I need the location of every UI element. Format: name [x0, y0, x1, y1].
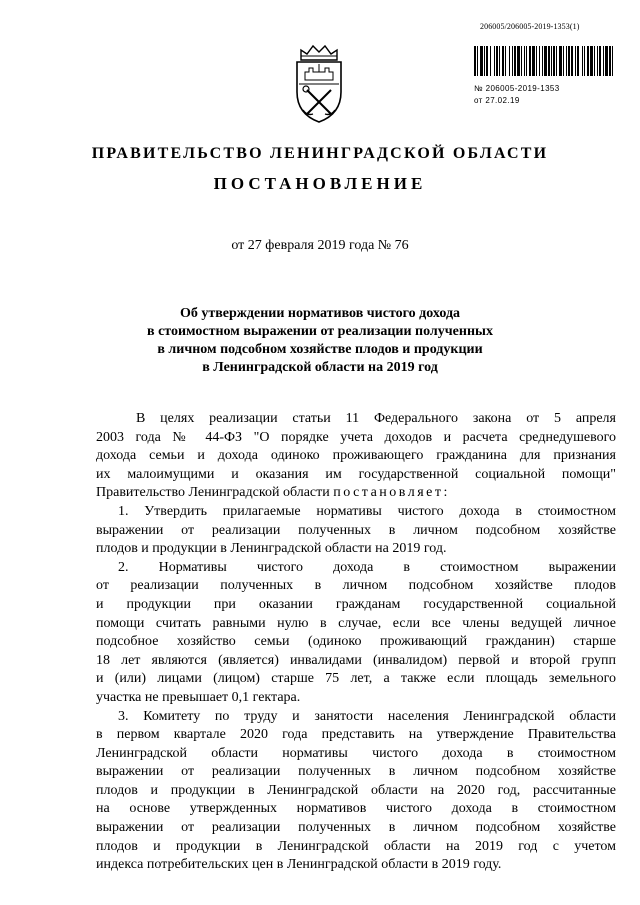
barcode-bar: [542, 46, 543, 76]
barcode-bar: [486, 46, 488, 76]
barcode-bar: [477, 46, 478, 76]
barcode-bar: [544, 46, 547, 76]
body-line: плодов и продукции в Ленинградской области на 2019 год с учетом: [96, 838, 616, 854]
registration-date: от 27.02.19: [474, 96, 520, 105]
barcode-bar: [582, 46, 583, 76]
barcode-bar: [536, 46, 537, 76]
body-line: индекса потребительских цен в Ленинградской области в 2019 году.: [96, 857, 502, 873]
document-body: [96, 410, 616, 875]
barcode-bar: [575, 46, 576, 76]
barcode-bar: [605, 46, 608, 76]
body-line: плодов и продукции в Ленинградской области на 2020 год, рассчитанные: [96, 782, 616, 798]
body-line: 3. Комитету по труду и занятости населения Ленинградской области: [118, 708, 616, 724]
barcode-bar: [612, 46, 613, 76]
body-line: их малоимущими и оказания им государственной социальной помощи": [96, 466, 616, 482]
body-line: подсобное хозяйство семьи (одиноко проживающий гражданин) старше: [96, 634, 616, 650]
document-code: 206005/206005-2019-1353(1): [480, 22, 580, 31]
body-line: плодов и продукции в Ленинградской области на 2019 год.: [96, 541, 447, 557]
barcode-bar: [548, 46, 550, 76]
barcode-bar: [514, 46, 516, 76]
registration-block: [474, 46, 614, 105]
barcode-bar: [597, 46, 598, 76]
body-line: выражении от реализации полученных в личном подсобном хозяйстве: [96, 764, 616, 780]
barcode-bar: [509, 46, 510, 76]
body-line: 18 лет являются (является) инвалидами (инвалидом) первой и второй групп: [96, 652, 616, 668]
barcode-bar: [539, 46, 540, 76]
barcode-bar: [587, 46, 589, 76]
body-line: помощи считать равными нулю в случае, если все члены ведущей личное: [96, 615, 616, 631]
registration-number: № 206005-2019-1353: [474, 84, 560, 93]
document-type: ПОСТАНОВЛЕНИЕ: [213, 174, 427, 193]
body-line: и (или) лицами (лицом) старше 75 лет, а также если площадь земельного: [96, 671, 616, 687]
body-line: 1. Утвердить прилагаемые нормативы чистого дохода в стоимостном: [118, 503, 616, 519]
subject-line: в личном подсобном хозяйстве плодов и продукции: [157, 342, 483, 357]
barcode-bar: [529, 46, 531, 76]
barcode-bar: [474, 46, 476, 76]
body-line: участка не превышает 0,1 гектара.: [96, 689, 301, 705]
body-line: и продукции при оказании гражданам государственной социальной: [96, 596, 616, 612]
body-line: от реализации полученных в личном подсобном хозяйстве плодов: [96, 578, 616, 594]
barcode-bar: [577, 46, 579, 76]
barcode-icon: [474, 46, 614, 76]
barcode-bar: [556, 46, 557, 76]
resolution-word: постановляет:: [333, 485, 450, 501]
barcode-bar: [484, 46, 485, 76]
barcode-bar: [496, 46, 498, 76]
subject-line: в стоимостном выражении от реализации полученных: [147, 324, 493, 339]
barcode-bar: [526, 46, 527, 76]
barcode-bar: [559, 46, 562, 76]
barcode-bar: [590, 46, 593, 76]
barcode-bar: [553, 46, 555, 76]
body-text-fragment: Правительство Ленинградской области: [96, 485, 334, 501]
document-subject: [120, 305, 520, 377]
body-line: в первом квартале 2020 года представить на утверждение Правительства: [96, 727, 616, 743]
body-line: выражении от реализации полученных в личном подсобном хозяйстве: [96, 522, 616, 538]
body-line: Ленинградской области нормативы чистого дохода в стоимостном: [96, 745, 616, 761]
body-line: дохода семьи и дохода одиноко проживающего гражданина для признания: [96, 448, 616, 464]
barcode-bar: [505, 46, 506, 76]
body-line: 2. Нормативы чистого дохода в стоимостном выражении: [118, 559, 616, 575]
subject-line: в Ленинградской области на 2019 год: [202, 360, 438, 375]
body-line: 2003 года № 44-ФЗ "О порядке учета доходов и расчета среднедушевого: [96, 429, 616, 445]
barcode-bar: [568, 46, 570, 76]
coat-of-arms-icon: [291, 40, 347, 126]
barcode-bar: [490, 46, 491, 76]
barcode-bar: [551, 46, 552, 76]
barcode-bar: [494, 46, 495, 76]
barcode-bar: [517, 46, 520, 76]
barcode-bar: [609, 46, 611, 76]
barcode-bar: [512, 46, 513, 76]
document-date-number: от 27 февраля 2019 года № 76: [231, 238, 409, 253]
barcode-bar: [502, 46, 504, 76]
body-line: выражении от реализации полученных в личном подсобном хозяйстве: [96, 820, 616, 836]
barcode-bar: [524, 46, 525, 76]
barcode-bar: [499, 46, 500, 76]
barcode-bar: [532, 46, 535, 76]
barcode-bar: [566, 46, 567, 76]
barcode-bar: [563, 46, 564, 76]
body-line: В целях реализации статьи 11 Федерального закона от 5 апреля: [136, 411, 616, 426]
barcode-bar: [594, 46, 595, 76]
barcode-bar: [599, 46, 601, 76]
government-title: ПРАВИТЕЛЬСТВО ЛЕНИНГРАДСКОЙ ОБЛАСТИ: [91, 145, 549, 162]
subject-line: Об утверждении нормативов чистого дохода: [179, 306, 461, 321]
body-line: на основе утвержденных нормативов чистого дохода в стоимостном: [96, 801, 616, 817]
body-line: [96, 484, 616, 503]
barcode-bar: [521, 46, 522, 76]
barcode-bar: [584, 46, 585, 76]
barcode-bar: [571, 46, 573, 76]
barcode-bar: [603, 46, 604, 76]
barcode-bar: [480, 46, 483, 76]
